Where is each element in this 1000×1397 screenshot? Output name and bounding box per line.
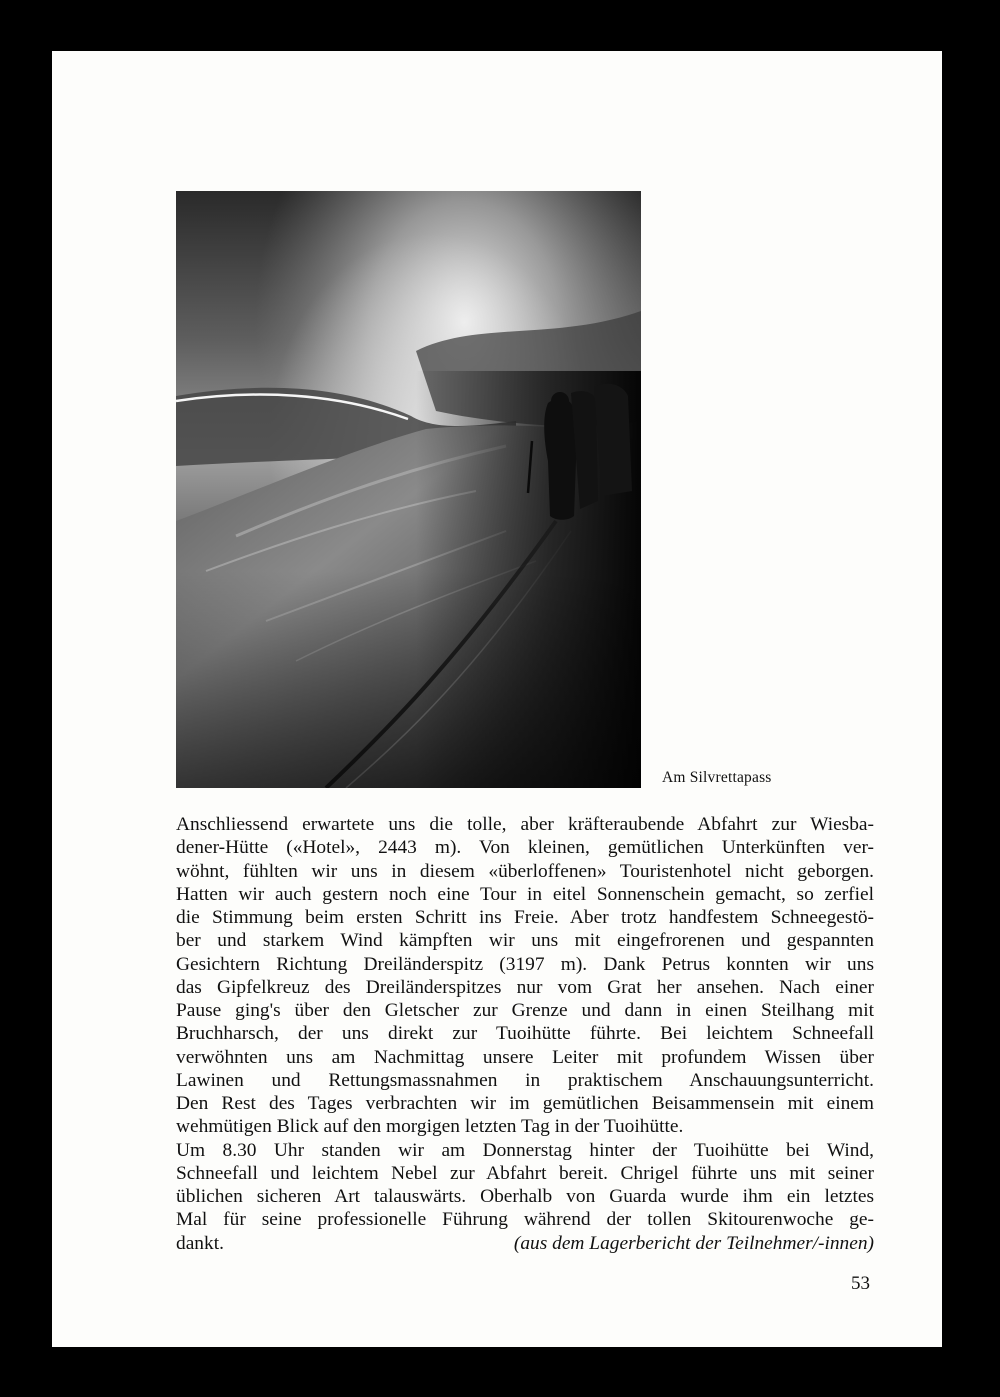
final-line xyxy=(176,1232,874,1255)
text-line: Bruchharsch, der uns direkt zur Tuoihütte führte. Bei leichtem Schneefall xyxy=(176,1023,874,1045)
text-line: Mal für seine professionelle Führung während der tollen Skitourenwoche ge- xyxy=(176,1209,874,1231)
text-line: Lawinen und Rettungsmassnahmen in praktischem Anschauungsunterricht. xyxy=(176,1069,874,1091)
page-number: 53 xyxy=(851,1273,870,1294)
text-line: Um 8.30 Uhr standen wir am Donnerstag hinter der Tuoihütte bei Wind, xyxy=(176,1139,874,1161)
text-line: das Gipfelkreuz des Dreiländerspitzes nur vom Grat her ansehen. Nach einer xyxy=(176,976,874,998)
text-line: verwöhnten uns am Nachmittag unsere Leiter mit profundem Wissen über xyxy=(176,1046,874,1068)
text-line: Pause ging's über den Gletscher zur Grenze und dann in einen Steilhang mit xyxy=(176,1000,874,1021)
text-line: Schneefall und leichtem Nebel zur Abfahrt bereit. Chrigel führte uns mit seiner xyxy=(176,1162,874,1184)
figure-caption: Am Silvrettapass xyxy=(662,769,772,786)
text-line: dener-Hütte («Hotel», 2443 m). Von kleinen, gemütlichen Unterkünften ver- xyxy=(176,837,874,859)
article-body xyxy=(176,813,874,1255)
text-line: die Stimmung beim ersten Schritt ins Freie. Aber trotz handfestem Schneegestö- xyxy=(176,907,874,928)
text-line: Den Rest des Tages verbrachten wir im gemütlichen Beisammensein mit einem xyxy=(176,1093,874,1114)
text-line: Anschliessend erwartete uns die tolle, aber kräfteraubende Abfahrt zur Wiesba- xyxy=(176,814,874,835)
text-line: Hatten wir auch gestern noch eine Tour in eitel Sonnenschein gemacht, so zerfiel xyxy=(176,883,874,905)
text-line: Gesichtern Richtung Dreiländerspitz (3197 m). Dank Petrus konnten wir uns xyxy=(176,953,874,975)
text-line: ber und starkem Wind kämpften wir uns mit eingefrorenen und gespannten xyxy=(176,930,874,952)
text-line: wöhnt, fühlten wir uns in diesem «überloffenen» Touristenhotel nicht geborgen. xyxy=(176,860,874,882)
text-line: wehmütigen Blick auf den morgigen letzten Tag in der Tuoihütte. xyxy=(176,1116,684,1138)
text-line: üblichen sicheren Art talauswärts. Oberhalb von Guarda wurde ihm ein letztes xyxy=(176,1186,874,1207)
book-page xyxy=(52,51,942,1347)
source-attribution: (aus dem Lagerbericht der Teilnehmer/-innen) xyxy=(513,1232,874,1254)
snow-slope-photo xyxy=(176,191,641,788)
final-word: dankt. xyxy=(176,1232,224,1254)
